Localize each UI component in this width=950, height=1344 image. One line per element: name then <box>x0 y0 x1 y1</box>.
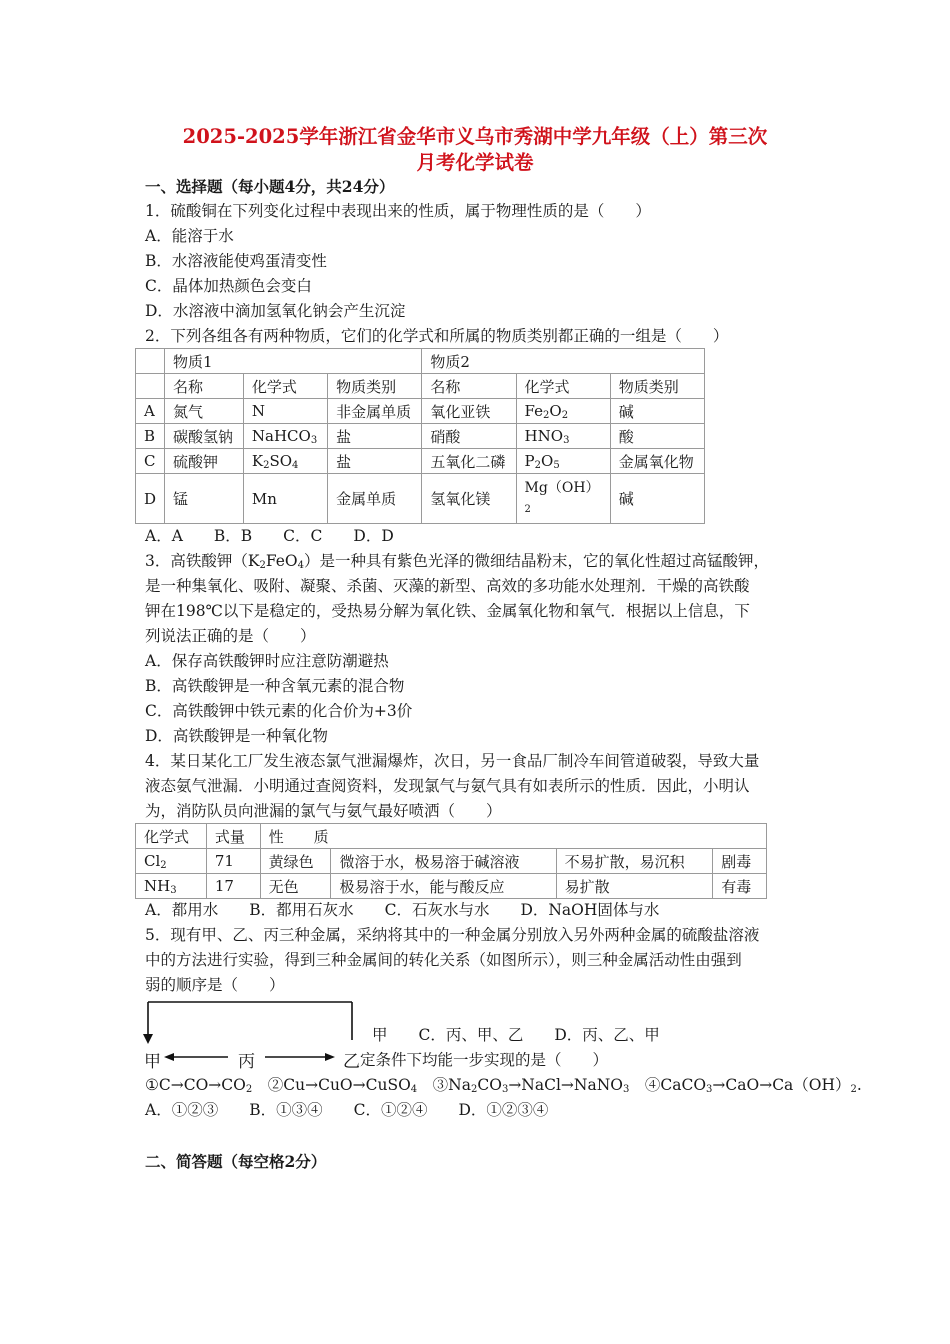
cell: 金属单质 <box>328 474 422 524</box>
column-header: 物质类别 <box>328 374 422 399</box>
q3-line-3: 钾在198℃以下是稳定的，受热易分解为氧化铁、金属氧化物和氧气．根据以上信息，下 <box>145 602 750 620</box>
column-header: 物质类别 <box>610 374 704 399</box>
section-1-heading: 一、选择题（每小题4分，共24分） <box>145 177 395 196</box>
q2-stem: 2．下列各组各有两种物质，它们的化学式和所属的物质类别都正确的一组是（ ） <box>145 327 729 345</box>
cell: $NH_3$ <box>136 874 207 899</box>
cell: 极易溶于水，能与酸反应 <box>331 874 556 899</box>
cell: 不易扩散，易沉积 <box>556 849 713 874</box>
q3-option-d: D．高铁酸钾是一种氧化物 <box>145 727 328 745</box>
q1-option-d: D．水溶液中滴加氢氧化钠会产生沉淀 <box>145 302 406 320</box>
q3-option-c: C．高铁酸钾中铁元素的化合价为+3价 <box>145 702 413 720</box>
table-row <box>136 474 705 524</box>
row-label: D <box>136 474 165 524</box>
table-row <box>136 824 767 849</box>
q3-line-1: 3．高铁酸钾$(K_2FeO_4)$是一种具有紫色光泽的微细结晶粉末，它的氧化性超过高锰酸钾， <box>145 552 770 571</box>
cell: 碳酸氢钠 <box>165 424 244 449</box>
q6-items: $①C\to CO\to CO_2$ ②Cu→CuO→CuSO$_4$ $③Na_2CO_3\to NaCl\to NaNO_3$ $④CaCO_3\to CaO\to Ca(OH)_2$. <box>145 1076 862 1095</box>
table-row <box>136 849 767 874</box>
cell: 非金属单质 <box>328 399 422 424</box>
column-header: 化学式 <box>136 824 207 849</box>
row-label: B <box>136 424 165 449</box>
cell: $Cl_2$ <box>136 849 207 874</box>
cell: 氧化亚铁 <box>422 399 516 424</box>
page-title <box>120 124 830 176</box>
cell: 金属氧化物 <box>610 449 704 474</box>
cell: 有毒 <box>713 874 767 899</box>
cell: 酸 <box>610 424 704 449</box>
q4-line-2: 液态氨气泄漏．小明通过查阅资料，发现氯气与氨气具有如表所示的性质．因此，小明认 <box>145 777 750 795</box>
q6-options: A．①②③ B．①③④ C．①②④ D．①②③④ <box>145 1101 549 1119</box>
title-line-2: 月考化学试卷 <box>416 151 534 174</box>
column-header: 性 质 <box>260 824 766 849</box>
cell: 锰 <box>165 474 244 524</box>
cell: 盐 <box>328 449 422 474</box>
title-line-1: 2025-2025学年浙江省金华市义乌市秀湖中学九年级（上）第三次 <box>182 125 768 148</box>
cell: 氮气 <box>165 399 244 424</box>
cell: $P_2O_5$ <box>516 449 610 474</box>
cell: N <box>243 399 327 424</box>
table-row <box>136 424 705 449</box>
cell: 微溶于水，极易溶于碱溶液 <box>331 849 556 874</box>
cell: 易扩散 <box>556 874 713 899</box>
q2-group1-header: 物质1 <box>165 349 422 374</box>
cell: Mn <box>243 474 327 524</box>
q2-table <box>135 348 705 524</box>
q5-options: 甲 C．丙、甲、乙 D．丙、乙、甲 <box>372 1026 660 1044</box>
q3-line-2: 是一种集氧化、吸附、凝聚、杀菌、灭藻的新型、高效的多功能水处理剂．干燥的高铁酸 <box>145 577 750 595</box>
q4-line-3: 为，消防队员向泄漏的氯气与氨气最好喷洒（ ） <box>145 802 502 820</box>
q2-options: A．A B．B C．C D．D <box>145 527 394 545</box>
q3-option-a: A．保存高铁酸钾时应注意防潮避热 <box>145 652 389 670</box>
cell: 碱 <box>610 474 704 524</box>
metal-bing-label: 丙 <box>238 1052 255 1072</box>
table-row <box>136 449 705 474</box>
q3-line-4: 列说法正确的是（ ） <box>145 627 316 645</box>
cell: $HNO_3$ <box>516 424 610 449</box>
metal-conversion-diagram <box>140 996 380 1072</box>
cell: 氢氧化镁 <box>422 474 516 524</box>
q1-option-b: B．水溶液能使鸡蛋清变性 <box>145 252 327 270</box>
section-2-heading: 二、简答题（每空格2分） <box>145 1152 327 1171</box>
row-label: C <box>136 449 165 474</box>
cell: 无色 <box>260 874 331 899</box>
q1-stem: 1．硫酸铜在下列变化过程中表现出来的性质，属于物理性质的是（ ） <box>145 202 651 220</box>
q6-stem-fragment: 定条件下均能一步实现的是（ ） <box>360 1051 609 1069</box>
metal-jia-label: 甲 <box>144 1052 161 1072</box>
q3-option-b: B．高铁酸钾是一种含氧元素的混合物 <box>145 677 405 695</box>
cell: 黄绿色 <box>260 849 331 874</box>
q1-option-a: A．能溶于水 <box>145 227 234 245</box>
q2-group2-header: 物质2 <box>422 349 705 374</box>
cell: $Fe_2O_2$ <box>516 399 610 424</box>
column-header: 式量 <box>206 824 260 849</box>
q4-options: A．都用水 B．都用石灰水 C．石灰水与水 D．NaOH固体与水 <box>145 901 660 919</box>
cell: 17 <box>206 874 260 899</box>
column-header: 化学式 <box>243 374 327 399</box>
q5-line-1: 5．现有甲、乙、丙三种金属，采纳将其中的一种金属分别放入另外两种金属的硫酸盐溶液 <box>145 926 760 944</box>
column-header: 名称 <box>165 374 244 399</box>
cell: $K_2SO_4$ <box>243 449 327 474</box>
table-row <box>136 374 705 399</box>
metal-yi-label: 乙 <box>343 1052 360 1072</box>
column-header: 化学式 <box>516 374 610 399</box>
cell: 五氧化二磷 <box>422 449 516 474</box>
cell: NaHCO$_3$ <box>243 424 327 449</box>
cell: 剧毒 <box>713 849 767 874</box>
cell: 硫酸钾 <box>165 449 244 474</box>
cell: 盐 <box>328 424 422 449</box>
cell: 碱 <box>610 399 704 424</box>
column-header: 名称 <box>422 374 516 399</box>
table-row <box>136 399 705 424</box>
q5-line-2: 中的方法进行实验，得到三种金属间的转化关系（如图所示），则三种金属活动性由强到 <box>145 951 742 969</box>
cell: 硝酸 <box>422 424 516 449</box>
table-row <box>136 874 767 899</box>
q5-line-3: 弱的顺序是（ ） <box>145 976 285 994</box>
q4-table <box>135 823 767 899</box>
cell: Mg（OH） $_2$ <box>516 474 610 524</box>
cell: 71 <box>206 849 260 874</box>
row-label: A <box>136 399 165 424</box>
q4-line-1: 4．某日某化工厂发生液态氯气泄漏爆炸，次日，另一食品厂制冷车间管道破裂，导致大量 <box>145 752 760 770</box>
q1-option-c: C．晶体加热颜色会变白 <box>145 277 312 295</box>
